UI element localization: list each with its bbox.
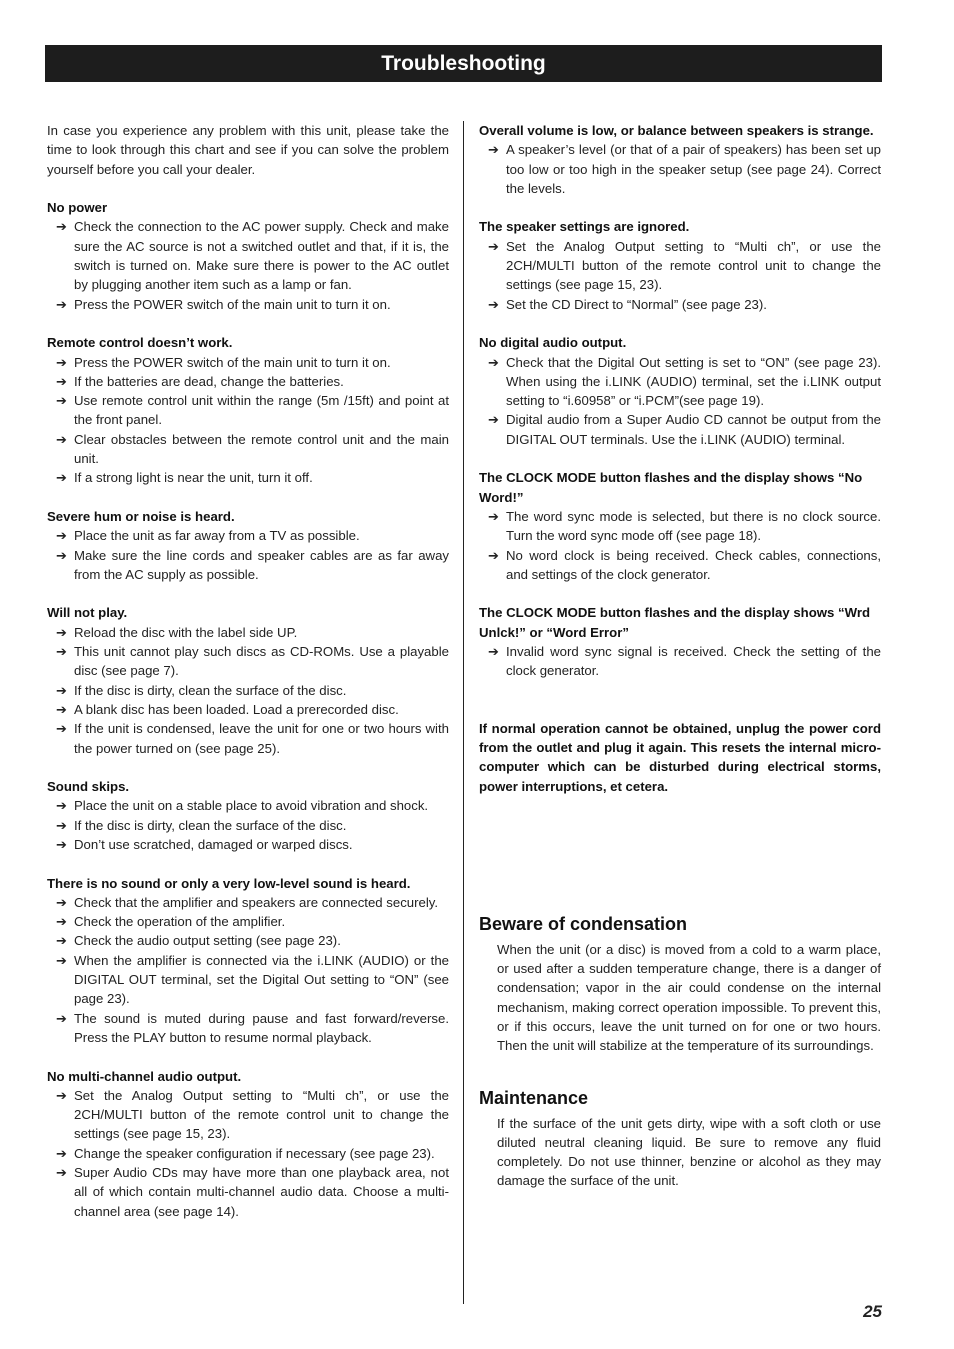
solution-text: Digital audio from a Super Audio CD cannot be output from the DIGITAL OUT terminals. Use the i.LINK (AUDIO) terminal. — [506, 412, 881, 447]
trouble-section — [479, 217, 881, 313]
maintenance-body: If the surface of the unit gets dirty, wipe with a soft cloth or use diluted neutral cleaning liquid. Be sure to remove any fluid completely. Do not use thinner, benzine or alcohol as they may damage the surface of the unit. — [497, 1115, 881, 1189]
solution-item — [47, 353, 449, 372]
solution-text: If the batteries are dead, change the batteries. — [74, 373, 344, 389]
solution-item — [47, 912, 449, 931]
page-title: Troubleshooting — [45, 45, 882, 82]
arrow-right-icon: ➔ — [56, 1010, 67, 1026]
section-heading: Will not play. — [47, 605, 128, 621]
solution-text: Check that the Digital Out setting is set to “ON” (see page 23). When using the i.LINK (AUDIO) terminal, set the i.LINK output setting to “i.60958” or “i.PCM”(see page 19). — [506, 354, 881, 409]
troubleshooting-list-right — [479, 121, 881, 681]
section-heading: Overall volume is low, or balance between speakers is strange. — [479, 123, 874, 138]
solution-item — [479, 140, 881, 198]
arrow-right-icon: ➔ — [56, 431, 67, 447]
arrow-right-icon: ➔ — [56, 296, 67, 312]
section-heading: Sound skips. — [47, 779, 130, 795]
arrow-right-icon: ➔ — [56, 1087, 67, 1103]
solution-item — [47, 391, 449, 430]
arrow-right-icon: ➔ — [488, 296, 499, 312]
solution-text: Check the operation of the amplifier. — [74, 914, 286, 930]
arrow-right-icon: ➔ — [56, 354, 67, 370]
reset-warning: If normal operation cannot be obtained, unplug the power cord from the outlet and plug it again. This resets the internal micro-computer which can be disturbed during electrical storms, power interruptions, et cetera. — [479, 720, 881, 794]
solution-text: Change the speaker configuration if necessary (see page 23). — [74, 1145, 435, 1161]
solution-item — [479, 410, 881, 449]
arrow-right-icon: ➔ — [56, 701, 67, 717]
solution-text: Place the unit on a stable place to avoid vibration and shock. — [74, 798, 429, 814]
section-heading: There is no sound or only a very low-level sound is heard. — [47, 875, 411, 891]
trouble-section — [47, 1067, 449, 1221]
section-heading: No digital audio output. — [479, 335, 627, 351]
solution-item — [47, 931, 449, 950]
section-heading: Severe hum or noise is heard. — [47, 508, 235, 524]
condensation-title: Beware of condensation — [479, 913, 688, 934]
solution-item — [47, 623, 449, 642]
solution-text: Check the audio output setting (see page 23). — [74, 933, 341, 949]
arrow-right-icon: ➔ — [488, 644, 499, 660]
arrow-right-icon: ➔ — [56, 644, 67, 660]
trouble-section — [479, 468, 881, 584]
solution-item — [47, 816, 449, 835]
section-heading: The CLOCK MODE button flashes and the display shows “Wrd Unlck!” or “Word Error” — [479, 605, 871, 640]
arrow-right-icon: ➔ — [56, 682, 67, 698]
arrow-right-icon: ➔ — [56, 836, 67, 852]
arrow-right-icon: ➔ — [56, 373, 67, 389]
solution-text: Reload the disc with the label side UP. — [74, 624, 298, 640]
solution-item — [47, 700, 449, 719]
solution-text: Press the POWER switch of the main unit to turn it on. — [74, 296, 391, 312]
trouble-section — [47, 603, 449, 757]
solution-text: Super Audio CDs may have more than one playback area, not all of which contain multi-channel audio data. Choose a multi-channel area (see page 14). — [74, 1165, 449, 1219]
arrow-right-icon: ➔ — [488, 354, 499, 370]
arrow-right-icon: ➔ — [56, 547, 67, 563]
arrow-right-icon: ➔ — [56, 470, 67, 486]
solution-item — [47, 468, 449, 487]
solution-text: The sound is muted during pause and fast forward/reverse. Press the PLAY button to resume normal playback. — [74, 1010, 449, 1045]
arrow-right-icon: ➔ — [56, 1145, 67, 1161]
solution-text: Use remote control unit within the range (5m /15ft) and point at the front panel. — [74, 393, 449, 428]
solution-text: Press the POWER switch of the main unit to turn it on. — [74, 354, 391, 370]
arrow-right-icon: ➔ — [56, 952, 67, 968]
solution-item — [47, 1086, 449, 1144]
solution-text: If the unit is condensed, leave the unit for one or two hours with the power turned on (see page 25). — [74, 721, 449, 756]
solution-text: This unit cannot play such discs as CD-ROMs. Use a playable disc (see page 7). — [74, 644, 449, 679]
column-divider — [463, 121, 464, 1304]
solution-item — [47, 681, 449, 700]
solution-text: Don’t use scratched, damaged or warped discs. — [74, 836, 353, 852]
right-column — [479, 121, 881, 1191]
arrow-right-icon: ➔ — [56, 817, 67, 833]
arrow-right-icon: ➔ — [56, 933, 67, 949]
solution-item — [47, 1163, 449, 1221]
condensation-body: When the unit (or a disc) is moved from a cold to a warm place, or used after a sudden temperature change, there is a danger of condensation; vapor in the air could condense on the internal mechanism, making correct operation impossible. To prevent this, or if this occurs, leave the unit turned on for one or two hours. Then the unit will stabilize at the temperature of its surroundings. — [497, 941, 881, 1054]
arrow-right-icon: ➔ — [488, 238, 499, 254]
solution-item — [47, 835, 449, 854]
solution-item — [479, 507, 881, 546]
maintenance-title: Maintenance — [479, 1087, 589, 1108]
trouble-section — [47, 777, 449, 854]
solution-text: The word sync mode is selected, but there is no clock source. Turn the word sync mode off (see page 18). — [506, 508, 881, 544]
solution-text: Invalid word sync signal is received. Check the setting of the clock generator. — [506, 644, 881, 679]
solution-item — [47, 951, 449, 1009]
section-heading: No power — [47, 200, 108, 216]
arrow-right-icon: ➔ — [488, 412, 499, 428]
trouble-section — [47, 507, 449, 584]
trouble-section — [479, 333, 881, 449]
solution-item — [479, 546, 881, 585]
arrow-right-icon: ➔ — [56, 894, 67, 910]
arrow-right-icon: ➔ — [56, 393, 67, 409]
page-number: 25 — [863, 1302, 882, 1321]
trouble-section — [479, 603, 881, 680]
solution-item — [47, 295, 449, 314]
solution-text: Set the Analog Output setting to “Multi ch”, or use the 2CH/MULTI button of the remote control unit to change the settings (see page 15, 23). — [74, 1087, 449, 1142]
solution-text: Clear obstacles between the remote control unit and the main unit. — [74, 431, 449, 467]
solution-item — [47, 546, 449, 585]
solution-text: Set the CD Direct to “Normal” (see page 23). — [506, 296, 767, 312]
solution-text: Check that the amplifier and speakers are connected securely. — [74, 894, 439, 910]
arrow-right-icon: ➔ — [488, 547, 499, 563]
solution-text: If the disc is dirty, clean the surface of the disc. — [74, 817, 347, 833]
solution-text: Place the unit as far away from a TV as possible. — [74, 528, 360, 544]
solution-item — [47, 217, 449, 294]
section-heading: Remote control doesn’t work. — [47, 335, 233, 351]
solution-text: A blank disc has been loaded. Load a prerecorded disc. — [74, 701, 399, 717]
solution-item — [47, 430, 449, 469]
troubleshooting-list-left — [47, 198, 449, 1221]
solution-text: Make sure the line cords and speaker cables are as far away from the AC supply as possible. — [74, 547, 449, 582]
arrow-right-icon: ➔ — [488, 142, 499, 158]
intro-text: In case you experience any problem with this unit, please take the time to look through this chart and see if you can solve the problem yourself before you call your dealer. — [47, 123, 449, 177]
arrow-right-icon: ➔ — [56, 721, 67, 737]
section-heading: The CLOCK MODE button flashes and the display shows “No Word!” — [479, 470, 863, 505]
maintenance-section — [479, 1086, 881, 1191]
solution-item — [47, 642, 449, 681]
solution-item — [47, 372, 449, 391]
condensation-section — [479, 912, 881, 1056]
section-heading: No multi-channel audio output. — [47, 1068, 242, 1084]
section-heading: The speaker settings are ignored. — [479, 219, 690, 235]
solution-text: When the amplifier is connected via the i.LINK (AUDIO) or the DIGITAL OUT terminal, set the Digital Out setting to “ON” (see page 23). — [74, 952, 449, 1007]
solution-item — [479, 295, 881, 314]
solution-text: A speaker’s level (or that of a pair of speakers) has been set up too low or too high in the speaker setup (see page 24). Correct the levels. — [506, 142, 881, 196]
solution-item — [47, 719, 449, 758]
solution-text: Set the Analog Output setting to “Multi ch”, or use the 2CH/MULTI button of the remote control unit to change the settings (see page 15, 23). — [506, 238, 881, 293]
solution-text: If the disc is dirty, clean the surface of the disc. — [74, 682, 347, 698]
arrow-right-icon: ➔ — [56, 1165, 67, 1181]
solution-item — [47, 1009, 449, 1048]
solution-item — [47, 526, 449, 545]
solution-text: If a strong light is near the unit, turn it off. — [74, 470, 313, 486]
solution-item — [479, 237, 881, 295]
trouble-section — [479, 121, 881, 198]
trouble-section — [47, 198, 449, 314]
arrow-right-icon: ➔ — [488, 508, 499, 524]
trouble-section — [47, 333, 449, 487]
solution-text: No word clock is being received. Check cables, connections, and settings of the clock generator. — [506, 547, 881, 582]
solution-item — [479, 353, 881, 411]
trouble-section — [47, 874, 449, 1048]
solution-item — [47, 796, 449, 815]
arrow-right-icon: ➔ — [56, 798, 67, 814]
arrow-right-icon: ➔ — [56, 219, 67, 235]
solution-text: Check the connection to the AC power supply. Check and make sure the AC source is not a switched outlet and that, if it is, the switch is turned on. Make sure there is power to the AC outlet by plugging another item such as a lamp or fan. — [74, 219, 449, 293]
solution-item — [47, 1144, 449, 1163]
arrow-right-icon: ➔ — [56, 914, 67, 930]
left-column — [47, 121, 449, 1221]
solution-item — [47, 893, 449, 912]
arrow-right-icon: ➔ — [56, 624, 67, 640]
arrow-right-icon: ➔ — [56, 528, 67, 544]
solution-item — [479, 642, 881, 681]
